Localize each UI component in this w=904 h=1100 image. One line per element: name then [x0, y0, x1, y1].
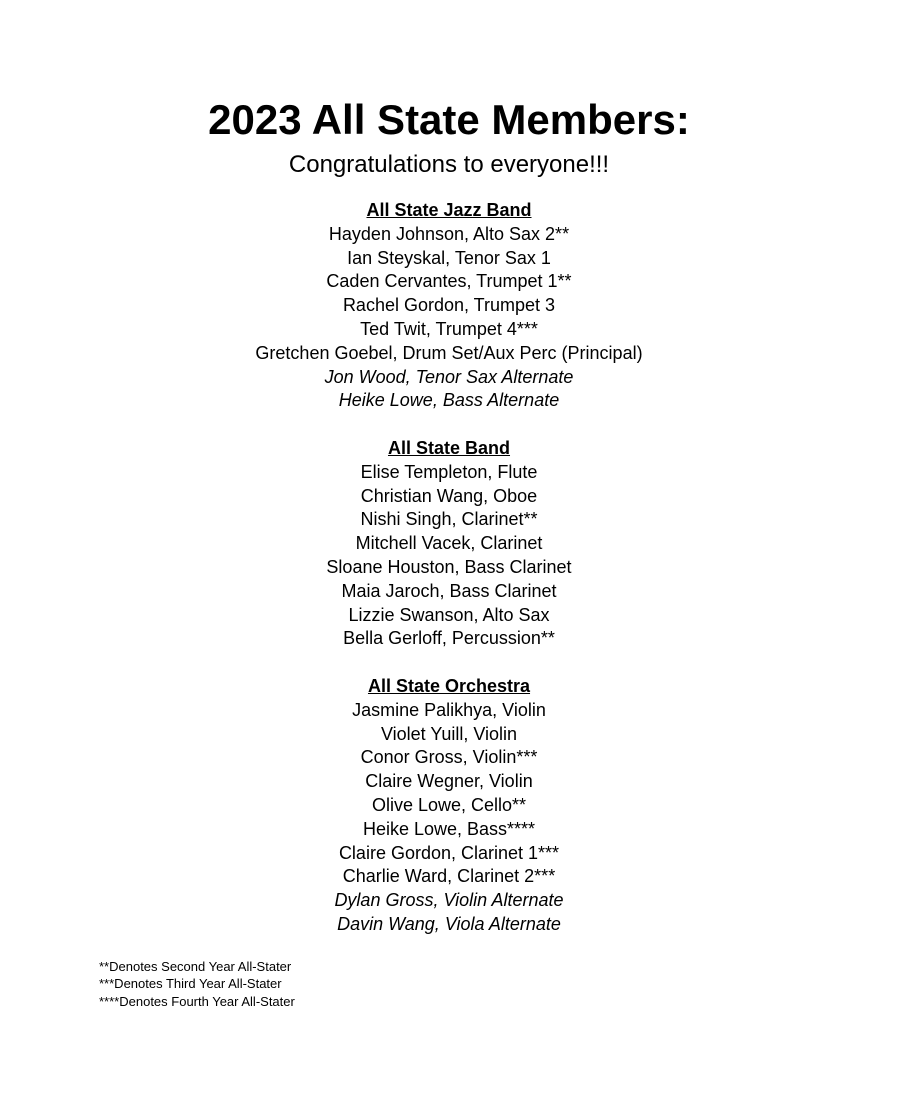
- alternate-member-line: Heike Lowe, Bass Alternate: [338, 390, 560, 411]
- member-line: Hayden Johnson, Alto Sax 2**: [328, 223, 570, 244]
- member-line: Maia Jaroch, Bass Clarinet: [341, 580, 557, 601]
- member-line: Nishi Singh, Clarinet**: [360, 509, 538, 530]
- footnote-line: ****Denotes Fourth Year All-Stater: [99, 993, 295, 1009]
- member-line: Bella Gerloff, Percussion**: [343, 628, 555, 649]
- footnote-line: ***Denotes Third Year All-Stater: [99, 976, 282, 992]
- alternate-member-line: Jon Wood, Tenor Sax Alternate: [324, 366, 574, 387]
- alternate-member-line: Dylan Gross, Violin Alternate: [334, 890, 564, 911]
- member-line: Claire Gordon, Clarinet 1***: [338, 842, 560, 863]
- member-line: Sloane Houston, Bass Clarinet: [326, 556, 572, 577]
- section-heading: All State Jazz Band: [366, 200, 532, 220]
- section-all-state-orchestra: [0, 675, 898, 937]
- member-line: Rachel Gordon, Trumpet 3: [342, 295, 556, 316]
- member-line: Lizzie Swanson, Alto Sax: [348, 604, 550, 625]
- member-line: Caden Cervantes, Trumpet 1**: [326, 271, 572, 292]
- page-subtitle: Congratulations to everyone!!!: [288, 151, 610, 178]
- member-line: Elise Templeton, Flute: [360, 461, 538, 482]
- member-line: Jasmine Palikhya, Violin: [352, 699, 546, 720]
- page-title: 2023 All State Members:: [208, 96, 690, 143]
- member-line: Ian Steyskal, Tenor Sax 1: [347, 247, 551, 268]
- member-line: Gretchen Goebel, Drum Set/Aux Perc (Principal): [255, 342, 643, 363]
- member-line: Christian Wang, Oboe: [360, 485, 538, 506]
- member-line: Charlie Ward, Clarinet 2***: [342, 866, 556, 887]
- member-line: Claire Wegner, Violin: [365, 771, 533, 792]
- member-line: Olive Lowe, Cello**: [371, 794, 527, 815]
- section-jazz-band: [0, 199, 898, 413]
- member-line: Violet Yuill, Violin: [380, 723, 518, 744]
- section-all-state-band: [0, 437, 898, 651]
- member-line: Ted Twit, Trumpet 4***: [360, 318, 538, 339]
- member-line: Conor Gross, Violin***: [360, 747, 538, 768]
- footnotes: [99, 958, 295, 1010]
- section-heading: All State Orchestra: [367, 676, 531, 696]
- member-line: Mitchell Vacek, Clarinet: [355, 533, 543, 554]
- member-line: Heike Lowe, Bass****: [362, 818, 536, 839]
- section-heading: All State Band: [387, 438, 511, 458]
- footnote-line: **Denotes Second Year All-Stater: [99, 959, 292, 974]
- alternate-member-line: Davin Wang, Viola Alternate: [337, 913, 561, 934]
